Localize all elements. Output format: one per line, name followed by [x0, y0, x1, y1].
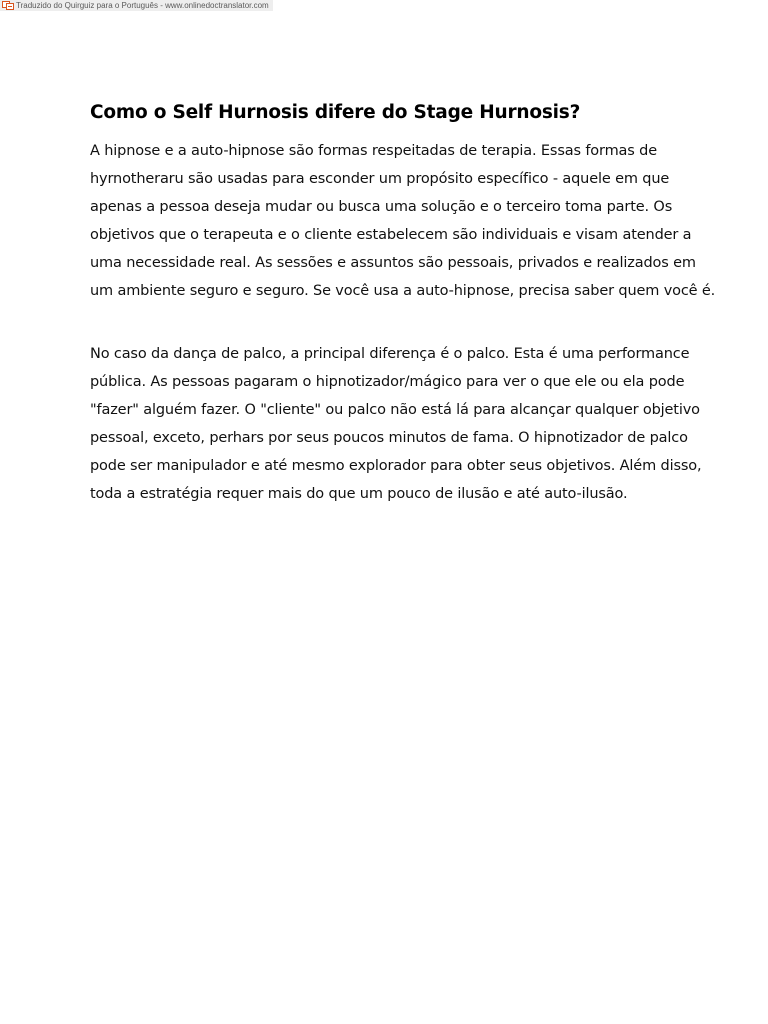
paragraph-line: pessoal, exceto, perhars por seus poucos minutos de fama. O hipnotizador de palco	[90, 430, 688, 446]
paragraph-line: "fazer" alguém fazer. O "cliente" ou palco não está lá para alcançar qualquer objetivo	[90, 402, 700, 418]
paragraph-line: toda a estratégia requer mais do que um pouco de ilusão e até auto-ilusão.	[90, 486, 628, 502]
paragraph-line: objetivos que o terapeuta e o cliente estabelecem são individuais e visam atender a	[90, 227, 692, 243]
paragraph-line: pode ser manipulador e até mesmo explorador para obter seus objetivos. Além disso,	[90, 458, 702, 474]
paragraph-line: um ambiente seguro e seguro. Se você usa a auto-hipnose, precisa saber quem você é.	[90, 283, 716, 299]
paragraph-line: apenas a pessoa deseja mudar ou busca uma solução e o terceiro toma parte. Os	[90, 199, 673, 215]
paragraph-line: uma necessidade real. As sessões e assuntos são pessoais, privados e realizados em	[90, 255, 696, 271]
paragraph-line: No caso da dança de palco, a principal diferença é o palco. Esta é uma performance	[90, 346, 690, 362]
paragraph-1	[90, 137, 716, 305]
translator-banner[interactable]	[0, 0, 273, 11]
translate-icon	[2, 1, 14, 10]
document-title: Como o Self Hurnosis difere do Stage Hurnosis?	[90, 102, 581, 123]
banner-text[interactable]: Traduzido do Quirguiz para o Português - www.onlinedoctranslator.com	[16, 1, 269, 10]
paragraph-2	[90, 340, 702, 508]
document-page	[90, 99, 716, 508]
paragraph-line: A hipnose e a auto-hipnose são formas respeitadas de terapia. Essas formas de	[90, 143, 657, 159]
paragraph-line: hyrnotheraru são usadas para esconder um propósito específico - aquele em que	[90, 171, 670, 187]
paragraph-line: pública. As pessoas pagaram o hipnotizador/mágico para ver o que ele ou ela pode	[90, 374, 685, 390]
